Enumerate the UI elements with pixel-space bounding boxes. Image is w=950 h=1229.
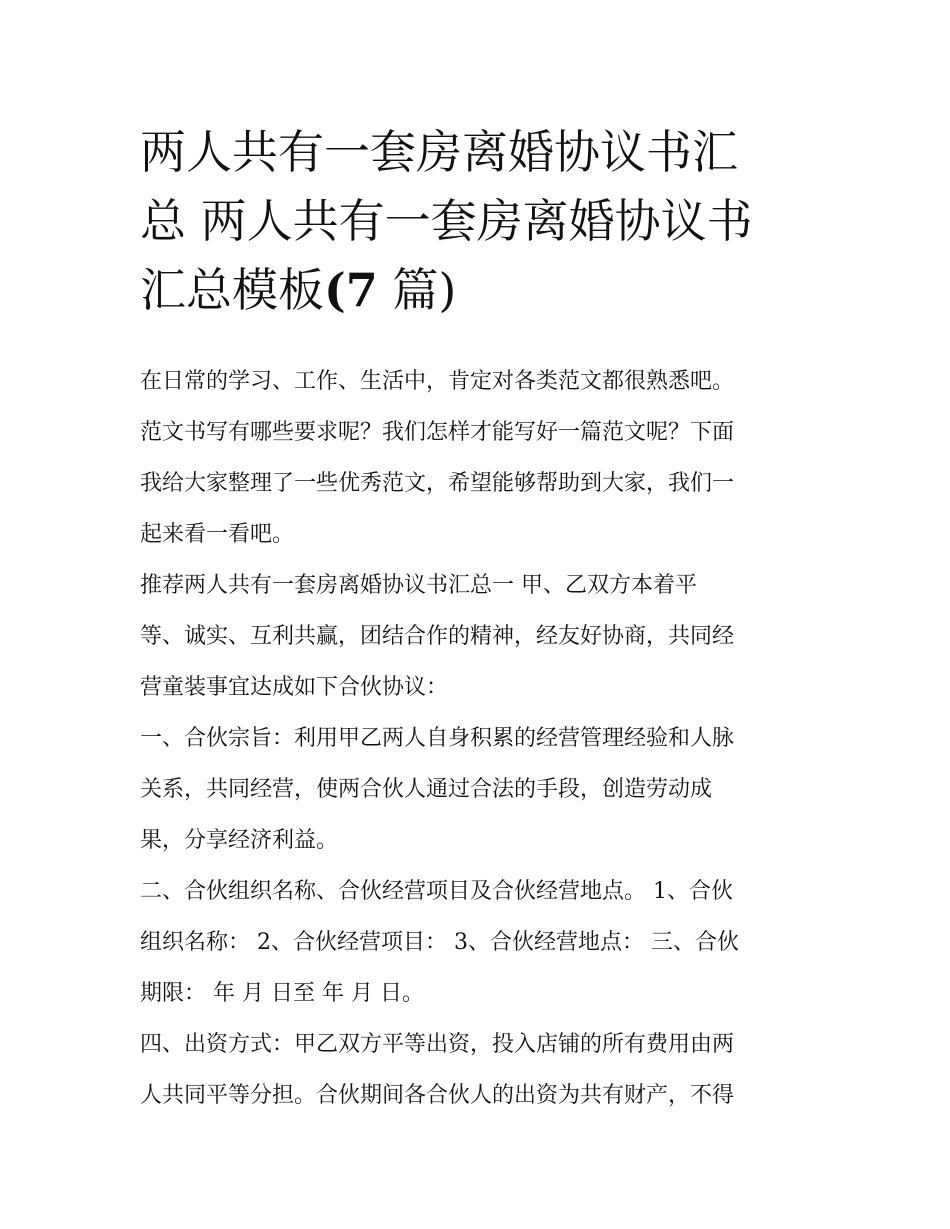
title-segment: 汇总模板 <box>140 263 324 317</box>
text-line: 我给大家整理了一些优秀范文，希望能够帮助到大家，我们一 <box>140 471 735 496</box>
text-line: 在日常的学习、工作、生活中，肯定对各类范文都很熟悉吧。 <box>140 369 735 394</box>
recommend-paragraph <box>140 560 820 713</box>
text-line: 关系，共同经营，使两合伙人通过合法的手段，创造劳动成 <box>140 777 713 802</box>
text-line: 范文书写有哪些要求呢？我们怎样才能写好一篇范文呢？下面 <box>140 420 735 445</box>
intro-paragraph <box>140 356 820 560</box>
title-segment: 篇) <box>392 263 457 317</box>
title-count: (7 <box>324 263 378 317</box>
title-line: 总 两人共有一套房离婚协议书 <box>140 194 753 248</box>
clause-organization <box>140 866 820 1019</box>
text-line: 营童装事宜达成如下合伙协议： <box>140 675 449 700</box>
text-line: 期限： 年 月 日至 年 月 日。 <box>140 981 424 1006</box>
text-line: 起来看一看吧。 <box>140 522 295 547</box>
text-line: 等、诚实、互利共赢，团结合作的精神，经友好协商，共同经 <box>140 624 735 649</box>
document-body <box>140 356 820 1121</box>
title-line <box>140 256 820 325</box>
text-line: 组织名称： 2、合伙经营项目： 3、合伙经营地点： 三、合伙 <box>140 930 739 955</box>
document-title <box>140 118 820 325</box>
text-line: 二、合伙组织名称、合伙经营项目及合伙经营地点。 1、合伙 <box>140 879 733 904</box>
title-line: 两人共有一套房离婚协议书汇 <box>140 125 738 179</box>
text-line: 四、出资方式：甲乙双方平等出资，投入店铺的所有费用由两 <box>140 1032 735 1057</box>
clause-investment <box>140 1019 820 1121</box>
text-line: 一、合伙宗旨：利用甲乙两人自身积累的经营管理经验和人脉 <box>140 726 735 751</box>
text-line: 人共同平等分担。合伙期间各合伙人的出资为共有财产，不得 <box>140 1083 735 1108</box>
text-line: 果，分享经济利益。 <box>140 828 339 853</box>
clause-purpose <box>140 713 820 866</box>
text-line: 推荐两人共有一套房离婚协议书汇总一 甲、乙双方本着平 <box>140 573 697 598</box>
